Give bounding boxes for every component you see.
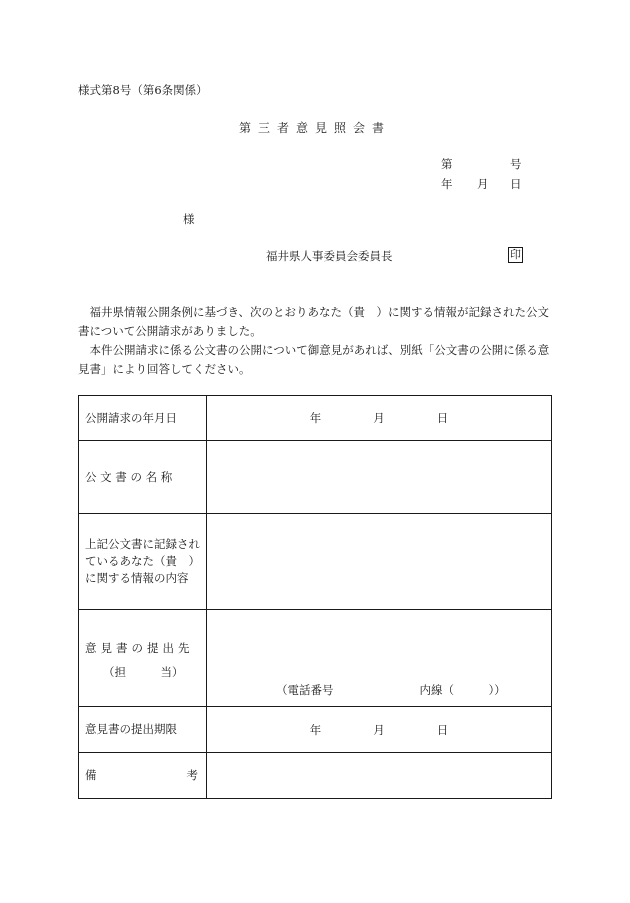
issue-date-year: 年 (441, 177, 453, 191)
notes-value (207, 753, 552, 799)
deadline-label: 意見書の提出期限 (79, 707, 207, 753)
notes-label-left: 備 (85, 768, 97, 782)
seal-mark: 印 (510, 248, 521, 261)
submit-to-label-line2: （担 当） (103, 665, 184, 679)
submit-to-label (79, 610, 207, 707)
notes-label-right: 考 (186, 768, 198, 782)
table-row (79, 441, 552, 514)
body-paragraph-2: 本件公開請求に係る公文書の公開について御意見があれば、別紙「公文書の公開に係る意見書」により回答してください。 (78, 343, 550, 376)
issue-date-month: 月 (477, 177, 489, 191)
submit-to-label-line1: 意見書の提出先 (85, 641, 194, 655)
body-paragraph-1: 福井県情報公開条例に基づき、次のとおりあなた（貴 ）に関する情報が記録された公文書について公開請求がありました。 (78, 305, 550, 338)
request-date-label-text: 公開請求の年月日 (85, 410, 177, 425)
deadline-value (207, 707, 552, 753)
issuer-name: 福井県人事委員会委員長 (266, 249, 393, 263)
info-content-value (207, 514, 552, 610)
page-title: 第三者意見照会書 (238, 121, 391, 135)
table-row (79, 753, 552, 799)
deadline-month: 月 (373, 722, 385, 737)
request-date-label (79, 396, 207, 441)
deadline-year: 年 (309, 722, 322, 737)
doc-number-suffix: 号 (510, 157, 522, 171)
request-date-year: 年 (309, 411, 322, 425)
inquiry-table (78, 395, 552, 799)
issue-date-day: 日 (510, 177, 522, 191)
document-name-value (207, 441, 552, 514)
request-date-day: 日 (436, 411, 449, 425)
table-row (79, 396, 552, 441)
doc-number-prefix: 第 (441, 157, 453, 171)
table-row (79, 610, 552, 707)
document-name-label: 公 文 書 の 名 称 (79, 441, 207, 514)
info-content-label: 上記公文書に記録されているあなた（貴 ）に関する情報の内容 (79, 514, 207, 610)
table-row (79, 514, 552, 610)
submit-to-value (207, 610, 552, 707)
body-text (78, 303, 553, 379)
request-date-value (207, 396, 552, 441)
extension-label: 内線（ ）） (419, 683, 506, 697)
addressee-suffix: 様 (183, 212, 195, 226)
table-row (79, 707, 552, 753)
deadline-day: 日 (436, 722, 449, 737)
form-number: 様式第8号（第6条関係） (78, 83, 208, 97)
phone-number-label: （電話番号 (276, 683, 334, 697)
request-date-month: 月 (373, 411, 385, 425)
notes-label (79, 753, 207, 799)
